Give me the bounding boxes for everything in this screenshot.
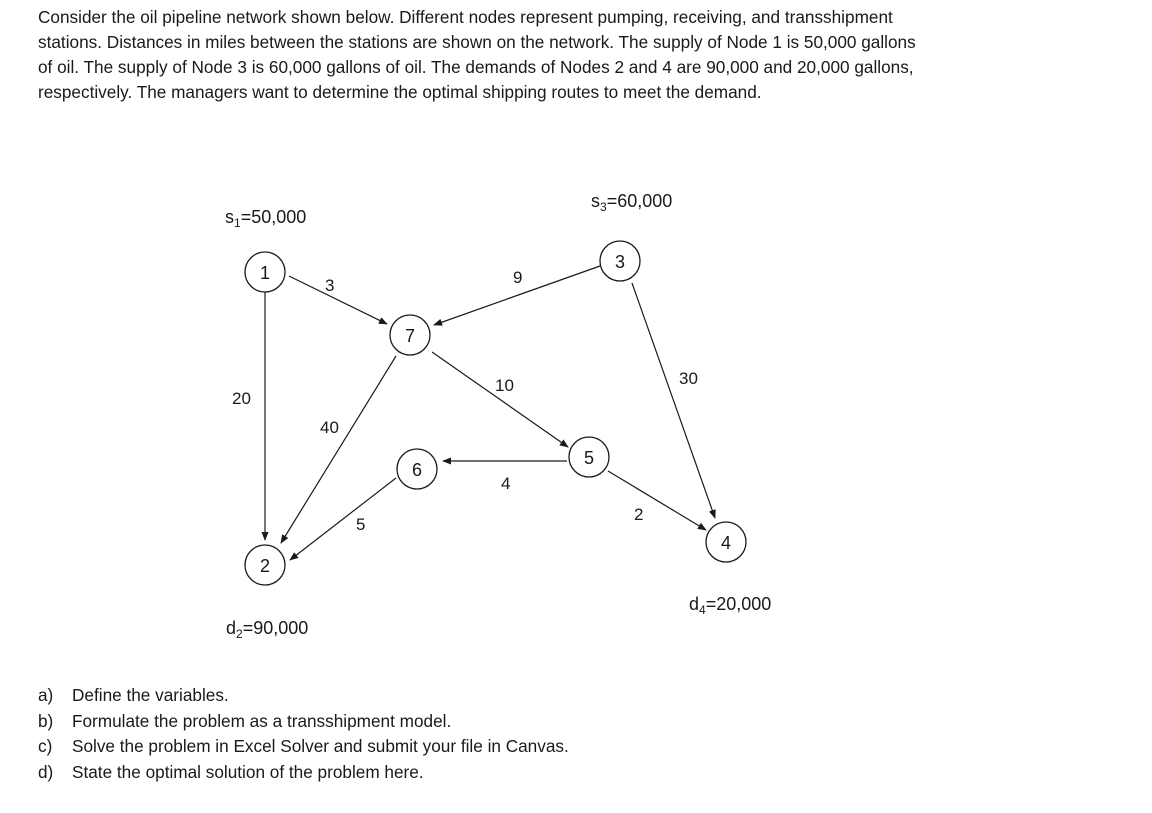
- edge-label-7-2: 40: [320, 418, 339, 437]
- supply-node-1: $s_1=50,000$: [225, 207, 307, 230]
- edge-1-7: [289, 276, 387, 324]
- node-1: [245, 252, 285, 292]
- node-2-label: 2: [259, 556, 271, 576]
- edge-6-2: [290, 478, 396, 560]
- node-4: [706, 522, 746, 562]
- task-item: [38, 734, 569, 760]
- node-1-label: 1: [259, 263, 271, 283]
- node-6-label: 6: [411, 460, 423, 480]
- edge-3-4: [632, 283, 715, 518]
- node-5-label: 5: [583, 448, 595, 468]
- edge-7-2: [281, 356, 396, 543]
- node-2: [245, 545, 285, 585]
- edge-7-5: [432, 352, 568, 447]
- task-item: [38, 709, 569, 735]
- task-item: [38, 683, 569, 709]
- task-text: Formulate the problem as a transshipment model.: [72, 710, 452, 731]
- edges: [265, 266, 715, 560]
- task-text: Solve the problem in Excel Solver and submit your file in Canvas.: [72, 736, 569, 756]
- task-list: [38, 683, 569, 785]
- demand-node-2: $d_2=90,000$: [226, 618, 309, 641]
- task-marker: b): [38, 710, 54, 731]
- demand-node-4: $d_4=20,000$: [689, 594, 772, 617]
- task-marker: c): [38, 736, 53, 756]
- task-text: Define the variables.: [72, 685, 229, 705]
- node-3-label: 3: [614, 252, 626, 272]
- edge-5-4: [608, 471, 706, 530]
- node-4-label: 4: [720, 533, 732, 553]
- node-7: [390, 315, 430, 355]
- node-7-label: 7: [404, 326, 416, 346]
- node-3: [600, 241, 640, 281]
- edge-label-1-7: 3: [325, 276, 335, 295]
- edge-label-3-7: 9: [513, 268, 523, 287]
- edge-label-5-6: 4: [501, 474, 511, 493]
- task-text: State the optimal solution of the problem here.: [72, 761, 424, 782]
- problem-statement: Consider the oil pipeline network shown below. Different nodes represent pumping, receiving, and transshipment stations. Distances in miles between the stations are shown on the network. The supply of Node 1 is 50,000 gallons of oil. The supply of Node 3 is 60,000 gallons of oil. The demands of Nodes 2 and 4 are 90,000 and 20,000 gallons, respectively. The managers want to determine the optimal shipping routes to meet the demand.: [38, 7, 916, 102]
- edge-label-1-2: 20: [232, 389, 251, 408]
- node-5: [569, 437, 609, 477]
- task-marker: a): [38, 685, 54, 705]
- edge-label-5-4: 2: [634, 505, 644, 524]
- task-marker: d): [38, 761, 54, 782]
- task-item: [38, 760, 569, 786]
- edge-label-3-4: 30: [679, 369, 698, 388]
- edge-label-6-2: 5: [356, 515, 366, 534]
- edge-labels: [232, 268, 698, 534]
- node-6: [397, 449, 437, 489]
- edge-label-7-5: 10: [495, 376, 514, 395]
- supply-node-3: $s_3=60,000$: [591, 191, 673, 214]
